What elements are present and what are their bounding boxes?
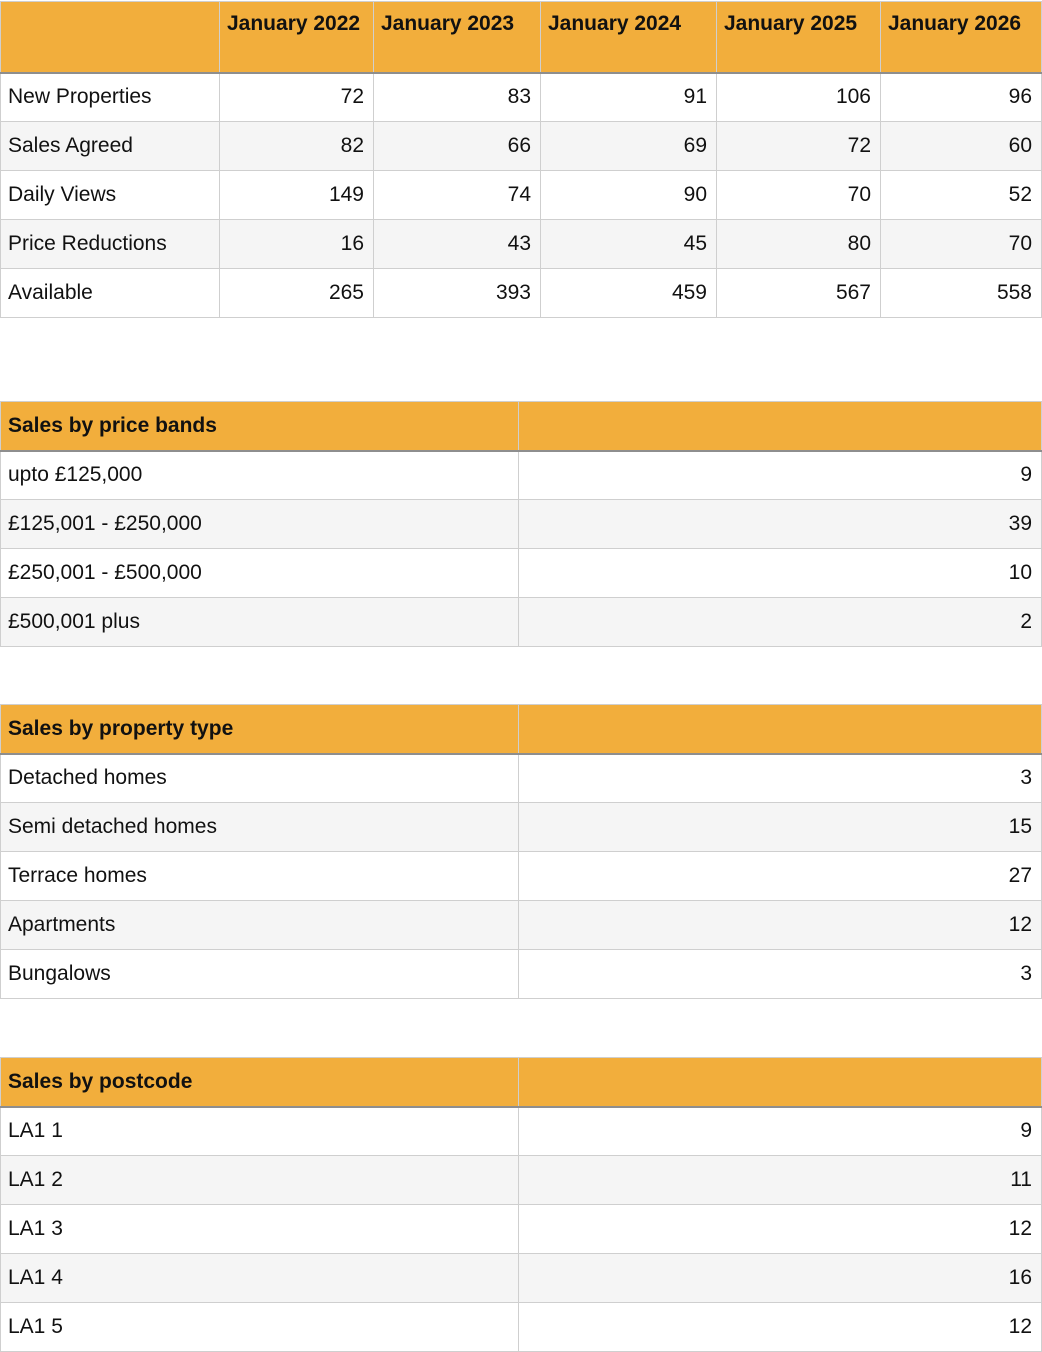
table-cell[interactable]: 72 <box>717 122 881 171</box>
column-header-jan-2022[interactable]: January 2022 <box>220 2 374 73</box>
table-cell[interactable]: 82 <box>220 122 374 171</box>
table-row <box>1 1107 1042 1156</box>
property-type-table <box>0 704 1042 999</box>
table-cell[interactable]: 149 <box>220 171 374 220</box>
row-label[interactable]: LA1 1 <box>1 1107 519 1156</box>
table-cell[interactable]: 2 <box>519 598 1042 647</box>
table-row <box>1 549 1042 598</box>
table-cell[interactable]: 12 <box>519 1205 1042 1254</box>
table-cell[interactable]: 43 <box>374 220 541 269</box>
table-header-row <box>1 2 1042 73</box>
row-label[interactable]: New Properties <box>1 73 220 122</box>
table-cell[interactable]: 3 <box>519 754 1042 803</box>
table-cell[interactable]: 558 <box>881 269 1042 318</box>
table-cell[interactable]: 10 <box>519 549 1042 598</box>
row-label[interactable]: Semi detached homes <box>1 803 519 852</box>
table-cell[interactable]: 72 <box>220 73 374 122</box>
row-label[interactable]: Terrace homes <box>1 852 519 901</box>
row-label[interactable]: Daily Views <box>1 171 220 220</box>
table-cell[interactable]: 70 <box>717 171 881 220</box>
row-label[interactable]: LA1 4 <box>1 1254 519 1303</box>
table-cell[interactable]: 96 <box>881 73 1042 122</box>
table-row <box>1 598 1042 647</box>
table-row <box>1 269 1042 318</box>
header-empty-cell[interactable] <box>519 1058 1042 1107</box>
table-cell[interactable]: 393 <box>374 269 541 318</box>
table-cell[interactable]: 52 <box>881 171 1042 220</box>
table-cell[interactable]: 9 <box>519 1107 1042 1156</box>
table-cell[interactable]: 106 <box>717 73 881 122</box>
table-row <box>1 950 1042 999</box>
table-cell[interactable]: 459 <box>541 269 717 318</box>
column-header-jan-2025[interactable]: January 2025 <box>717 2 881 73</box>
table-row <box>1 852 1042 901</box>
header-empty-cell[interactable] <box>519 402 1042 451</box>
table-cell[interactable]: 74 <box>374 171 541 220</box>
table-row <box>1 803 1042 852</box>
column-header-jan-2024[interactable]: January 2024 <box>541 2 717 73</box>
table-row <box>1 1156 1042 1205</box>
table-cell[interactable]: 567 <box>717 269 881 318</box>
table-row <box>1 122 1042 171</box>
row-label[interactable]: Available <box>1 269 220 318</box>
table-header-row <box>1 1058 1042 1107</box>
postcode-table <box>0 1057 1042 1352</box>
table-header-row <box>1 705 1042 754</box>
table-cell[interactable]: 91 <box>541 73 717 122</box>
table-cell[interactable]: 80 <box>717 220 881 269</box>
table-row <box>1 220 1042 269</box>
table-cell[interactable]: 27 <box>519 852 1042 901</box>
section-title[interactable]: Sales by postcode <box>1 1058 519 1107</box>
price-bands-table <box>0 401 1042 647</box>
table-cell[interactable]: 11 <box>519 1156 1042 1205</box>
table-cell[interactable]: 60 <box>881 122 1042 171</box>
row-label[interactable]: Bungalows <box>1 950 519 999</box>
section-title[interactable]: Sales by price bands <box>1 402 519 451</box>
header-empty-cell[interactable] <box>519 705 1042 754</box>
table-row <box>1 73 1042 122</box>
table-cell[interactable]: 70 <box>881 220 1042 269</box>
table-cell[interactable]: 15 <box>519 803 1042 852</box>
row-label[interactable]: £125,001 - £250,000 <box>1 500 519 549</box>
table-cell[interactable]: 16 <box>519 1254 1042 1303</box>
table-cell[interactable]: 90 <box>541 171 717 220</box>
table-row <box>1 1254 1042 1303</box>
table-cell[interactable]: 16 <box>220 220 374 269</box>
table-cell[interactable]: 45 <box>541 220 717 269</box>
row-label[interactable]: LA1 5 <box>1 1303 519 1352</box>
header-corner-cell[interactable] <box>1 2 220 73</box>
column-header-jan-2023[interactable]: January 2023 <box>374 2 541 73</box>
table-cell[interactable]: 66 <box>374 122 541 171</box>
table-row <box>1 901 1042 950</box>
table-row <box>1 500 1042 549</box>
table-row <box>1 451 1042 500</box>
table-cell[interactable]: 69 <box>541 122 717 171</box>
table-row <box>1 754 1042 803</box>
row-label[interactable]: Apartments <box>1 901 519 950</box>
table-header-row <box>1 402 1042 451</box>
table-row <box>1 1205 1042 1254</box>
row-label[interactable]: LA1 3 <box>1 1205 519 1254</box>
row-label[interactable]: £250,001 - £500,000 <box>1 549 519 598</box>
row-label[interactable]: Detached homes <box>1 754 519 803</box>
row-label[interactable]: Sales Agreed <box>1 122 220 171</box>
table-cell[interactable]: 9 <box>519 451 1042 500</box>
yearly-stats-table <box>0 1 1042 318</box>
table-cell[interactable]: 83 <box>374 73 541 122</box>
section-title[interactable]: Sales by property type <box>1 705 519 754</box>
table-cell[interactable]: 39 <box>519 500 1042 549</box>
row-label[interactable]: Price Reductions <box>1 220 220 269</box>
table-cell[interactable]: 12 <box>519 1303 1042 1352</box>
column-header-jan-2026[interactable]: January 2026 <box>881 2 1042 73</box>
table-cell[interactable]: 3 <box>519 950 1042 999</box>
row-label[interactable]: upto £125,000 <box>1 451 519 500</box>
table-cell[interactable]: 12 <box>519 901 1042 950</box>
table-row <box>1 171 1042 220</box>
table-cell[interactable]: 265 <box>220 269 374 318</box>
row-label[interactable]: £500,001 plus <box>1 598 519 647</box>
table-row <box>1 1303 1042 1352</box>
row-label[interactable]: LA1 2 <box>1 1156 519 1205</box>
